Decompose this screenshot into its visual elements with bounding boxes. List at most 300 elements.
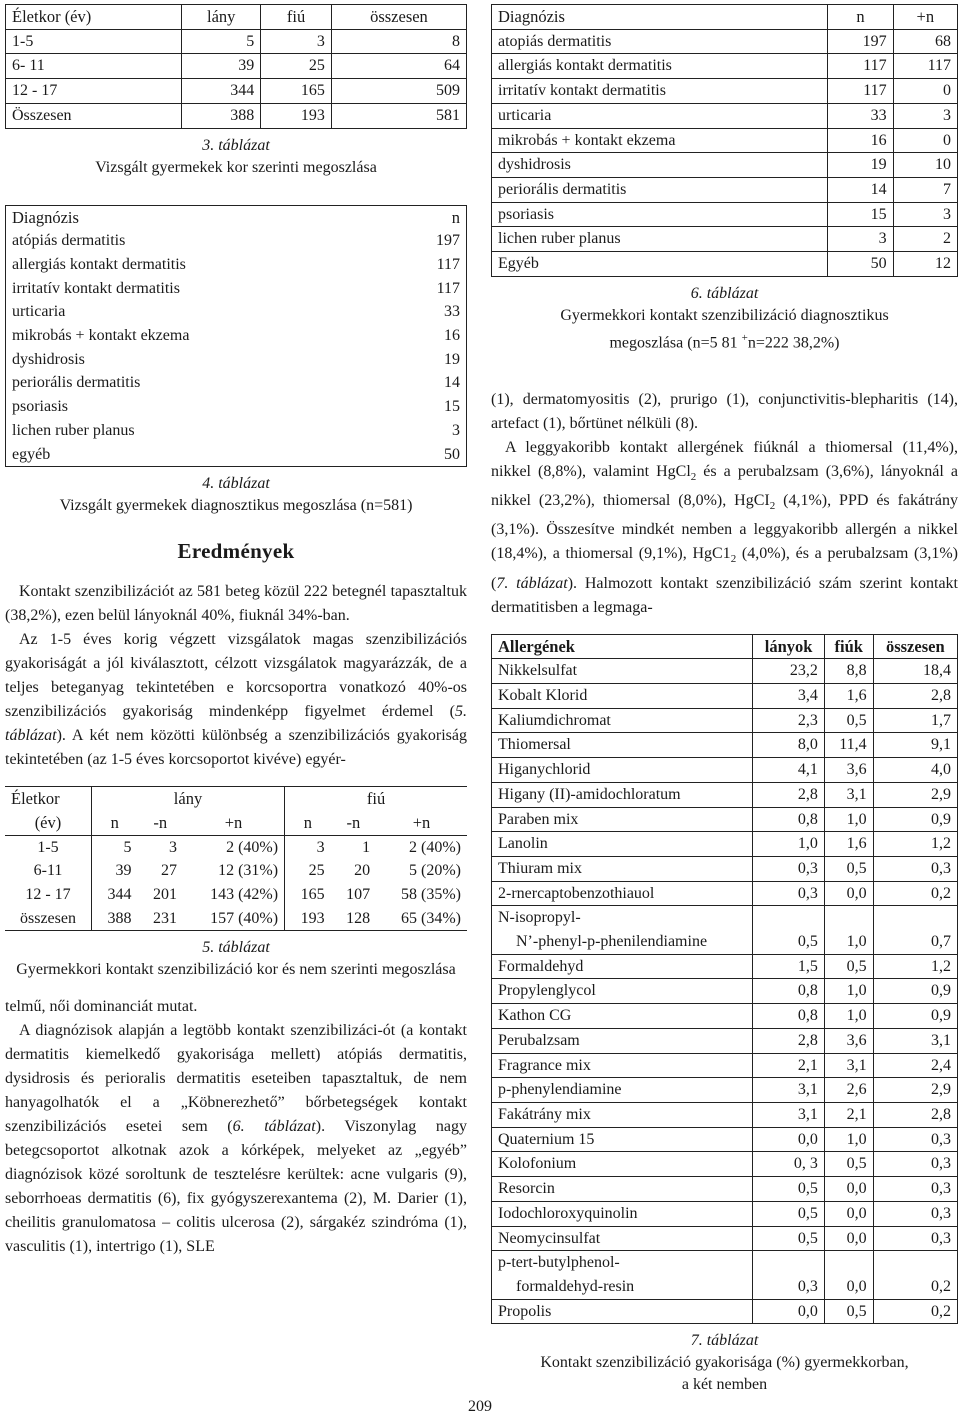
cell: 14 (828, 177, 893, 202)
value-cell: 0,9 (873, 807, 957, 832)
value-cell: 9,1 (873, 733, 957, 758)
cell: 1 (362, 838, 371, 856)
header-cell: +n (412, 812, 431, 832)
cell: 117 (436, 255, 460, 273)
table-row (492, 1226, 958, 1251)
table-row (492, 954, 958, 979)
caption-text: a két nemben (681, 1376, 768, 1394)
table-header-row (5, 811, 467, 835)
caption-label: 3. táblázat (202, 136, 270, 154)
cell: urticaria (492, 103, 828, 128)
header-cell: fiúk (824, 634, 873, 659)
cell: 2 (893, 227, 957, 252)
caption-label: 4. táblázat (202, 475, 270, 493)
cell: 25 (261, 54, 332, 79)
allergen-name: 2-rnercaptobenzothiauol (498, 884, 655, 902)
value-cell: 3,6 (824, 1028, 873, 1053)
header-cell: fiú (366, 789, 386, 809)
cell: 388 (107, 909, 132, 927)
table-row (6, 277, 467, 301)
text: A diagnózisok alapján a legtöbb kontakt szenzibilizáci-ót (a kontakt dermatitis kiemelkedő gyakorisága mellett) atópiás dermatitis, dysidrosis és perioralis dermatitis eseteiben tapasztaltuk, de nem hanyagolhatók el a „Köbnerezhető” bőrbetegségek kontakt szenzibilizációs esetei sem ( (5, 1022, 467, 1136)
allergen-name: Neomycinsulfat (498, 1229, 601, 1247)
table-row (492, 29, 958, 54)
cell: 12 (31%) (183, 859, 285, 883)
value-cell: 0,9 (873, 1004, 957, 1029)
allergen-name: p-tert-butylphenol- (498, 1254, 620, 1272)
allergen-name: Fakátrány mix (498, 1105, 591, 1123)
table-row (6, 371, 467, 395)
value-cell: 0,2 (873, 881, 957, 906)
allergen-name-cell (492, 906, 753, 954)
paragraph: Kontakt szenzibilizációt az 581 beteg közül 222 betegnél tapasztaltuk (38,2%), ezen belül lányoknál 40%, fiuknál 34%-ban. (5, 583, 467, 625)
table-row (492, 1152, 958, 1177)
table-row (492, 227, 958, 252)
table-row (6, 419, 467, 443)
value-cell: 0,3 (873, 1177, 957, 1202)
cell: 193 (261, 103, 332, 128)
cell: 5 (20%) (409, 862, 461, 880)
cell: 3 (893, 202, 957, 227)
allergen-name: Propolis (498, 1302, 552, 1320)
value-cell: 0,8 (753, 1004, 824, 1029)
cell: 2 (40%) (409, 838, 461, 856)
value-cell: 23,2 (753, 659, 824, 684)
cell: 3 (452, 421, 460, 439)
value-cell: 1,2 (873, 832, 957, 857)
value-cell: 0,0 (824, 1201, 873, 1226)
header-cell: n (451, 207, 460, 227)
table-row (492, 1251, 958, 1299)
allergen-name-cell (492, 1078, 753, 1103)
value-cell: 8,0 (753, 733, 824, 758)
value-cell: 2,4 (873, 1053, 957, 1078)
cell: 0 (893, 79, 957, 104)
value-cell: 3,1 (753, 1078, 824, 1103)
allergen-name: Formaldehyd (498, 957, 584, 975)
value-cell: 2,8 (873, 1102, 957, 1127)
cell: 388 (182, 103, 261, 128)
value-cell: 0,5 (753, 1177, 824, 1202)
paragraph (491, 436, 958, 620)
table-row (492, 1299, 958, 1324)
header-cell: összesen (331, 5, 466, 30)
table-row (6, 29, 467, 54)
cell: 3 (168, 838, 177, 856)
cell: 3 (316, 838, 325, 856)
allergen-name: Thiomersal (498, 736, 571, 754)
allergen-name-cell (492, 954, 753, 979)
value-cell: 1,0 (824, 1004, 873, 1029)
value-cell: 2,1 (753, 1053, 824, 1078)
allergen-name-cell (492, 708, 753, 733)
table-3-caption (5, 135, 467, 179)
cell: 5 (123, 838, 132, 856)
value-cell: 1,0 (753, 832, 824, 857)
value-cell: 2,8 (873, 684, 957, 709)
table-row (492, 202, 958, 227)
allergen-name-cell (492, 832, 753, 857)
text: Az 1-5 éves korig végzett vizsgálatok magas szenzibilizációs gyakoriságát a jól kiválasztott, célzott vizsgálatok magyarázzák, de a teljes beteganyag tekintetében e korcsoportra vonatkozó 40%-os szenzibilizációs gyakoriság mindenképp figyelmet érdemel ( (5, 631, 467, 721)
cell: Egyéb (492, 252, 828, 277)
caption-text: Vizsgált gyermekek diagnosztikus megoszlása (n=581) (59, 497, 413, 515)
cell: 2 (40%) (183, 835, 285, 859)
allergen-name-cell (492, 1004, 753, 1029)
text: megoszlása (n=5 81 (609, 334, 738, 352)
cell: 3 (261, 29, 332, 54)
value-cell: 1,2 (873, 954, 957, 979)
caption-label: 5. táblázat (202, 939, 270, 957)
allergen-name-cell (492, 1053, 753, 1078)
cell: 12 (893, 252, 957, 277)
allergen-name: Resorcin (498, 1180, 555, 1198)
value-cell: 0,5 (824, 954, 873, 979)
header-cell: -n (153, 812, 168, 832)
cell: 20 (354, 862, 371, 880)
cell: 15 (828, 202, 893, 227)
allergen-name-cell (492, 1127, 753, 1152)
allergen-name-cell (492, 733, 753, 758)
table-row (5, 907, 467, 931)
value-cell: 0,3 (753, 881, 824, 906)
value-cell: 3,6 (824, 758, 873, 783)
cell: 8 (331, 29, 466, 54)
text: n=222 38,2%) (747, 334, 840, 352)
value-cell: 0,3 (873, 1226, 957, 1251)
table-row (492, 782, 958, 807)
table-header-row (6, 205, 467, 229)
cell: 344 (107, 886, 132, 904)
table-row (492, 1078, 958, 1103)
value-cell: 0,2 (873, 1251, 957, 1299)
paragraph: (1), dermatomyositis (2), prurigo (1), conjunctivitis-blepharitis (14), artefact (1), bőrtünet nélküli (8). (491, 391, 958, 433)
allergen-name: Higanychlorid (498, 761, 591, 779)
cell: allergiás kontakt dermatitis (492, 54, 828, 79)
cell: 10 (893, 153, 957, 178)
value-cell: 2,1 (824, 1102, 873, 1127)
value-cell: 3,4 (753, 684, 824, 709)
table-row (5, 835, 467, 859)
cell: atopiás dermatitis (492, 29, 828, 54)
table-row (492, 1004, 958, 1029)
table-row (6, 253, 467, 277)
value-cell: 0,9 (873, 979, 957, 1004)
value-cell: 1,0 (824, 807, 873, 832)
value-cell: 4,0 (873, 758, 957, 783)
cell: 157 (40%) (183, 907, 285, 931)
paragraph: telmű, női dominanciát mutat. (5, 998, 198, 1016)
value-cell: 2,8 (753, 1028, 824, 1053)
table-row (492, 708, 958, 733)
header-cell: -n (346, 812, 361, 832)
text: A leggyakoribb kontakt allergének fiúknál a thiomersal (11,4%), nikkel (8,8%), valamint HgCl (491, 439, 958, 481)
cell: 33 (444, 303, 460, 321)
text: ). A két nem közötti különbség a szenzibilizációs gyakoriság tekintetében (az 1-5 éves korcsoportot kivéve) egyér- (5, 727, 467, 769)
value-cell: 1,7 (873, 708, 957, 733)
section-heading: Eredmények (177, 539, 295, 564)
value-cell: 0,3 (873, 856, 957, 881)
cell: 344 (182, 79, 261, 104)
cell: 165 (261, 79, 332, 104)
value-cell: 0,5 (753, 1201, 824, 1226)
header-cell: Diagnózis (492, 5, 828, 30)
table-row (492, 1177, 958, 1202)
table-row (492, 1028, 958, 1053)
value-cell: 0,0 (824, 1177, 873, 1202)
caption-text (491, 327, 958, 354)
table-row (6, 79, 467, 104)
value-cell: 11,4 (824, 733, 873, 758)
value-cell: 0,5 (753, 1226, 824, 1251)
value-cell: 0,3 (873, 1127, 957, 1152)
cell: 39 (115, 862, 132, 880)
allergen-name: Higany (II)-amidochloratum (498, 785, 681, 803)
value-cell: 4,1 (753, 758, 824, 783)
cell: 6- 11 (6, 54, 182, 79)
cell: 1-5 (5, 835, 91, 859)
value-cell: 1,0 (824, 1127, 873, 1152)
table-row (492, 1102, 958, 1127)
allergen-name: Kolofonium (498, 1155, 577, 1173)
cell: 12 - 17 (5, 883, 91, 907)
cell: 50 (828, 252, 893, 277)
subscript: 2 (730, 553, 737, 566)
cell: periorális dermatitis (492, 177, 828, 202)
table-row (6, 324, 467, 348)
allergen-name: Thiuram mix (498, 859, 582, 877)
allergen-name: p-phenylendiamine (498, 1081, 622, 1099)
cell: 117 (436, 279, 460, 297)
allergen-name: Lanolin (498, 835, 548, 853)
allergen-name-cell (492, 856, 753, 881)
table-6 (491, 4, 958, 277)
table-row (6, 443, 467, 467)
table-row (492, 733, 958, 758)
header-cell: n (110, 812, 119, 832)
caption-text: Gyermekkori kontakt szenzibilizáció kor és nem szerinti megoszlása (16, 961, 456, 979)
allergen-name-cell (492, 881, 753, 906)
cell: 197 (436, 232, 460, 250)
text: ). Viszonylag nagy betegcsoportot alkotnak azok a kórképek, melyeket az „egyéb” diagnózisok közé soroltunk de tesztelésre kerültek: acne vulgaris (9), seborrhoeas dermatitis (6), fix gyógyszerexantema (2), M. Darier (1), cheilitis granulomatosa – colitis ulcerosa (2), sárgakéz szindróma (1), vasculitis (1), intertrigo (1), SLE (5, 1118, 467, 1256)
value-cell: 0,0 (753, 1127, 824, 1152)
superscript: + (741, 331, 748, 344)
allergen-name: Nikkelsulfat (498, 662, 578, 680)
cell: irritatív kontakt dermatitis (12, 279, 180, 297)
allergen-name: N-isopropyl- (498, 909, 581, 927)
allergen-name-cell (492, 1201, 753, 1226)
table-row (492, 758, 958, 783)
cell: irritatív kontakt dermatitis (492, 79, 828, 104)
cell: 581 (331, 103, 466, 128)
header-cell: Allergének (492, 634, 753, 659)
right-column (491, 4, 958, 1396)
value-cell: 2,8 (753, 782, 824, 807)
header-cell: (év) (5, 811, 91, 835)
cell: 3 (828, 227, 893, 252)
cell: 3 (893, 103, 957, 128)
header-cell: Életkor (5, 787, 91, 811)
table-row (492, 684, 958, 709)
cell: 143 (42%) (183, 883, 285, 907)
value-cell: 18,4 (873, 659, 957, 684)
table-4 (5, 205, 467, 468)
header-cell: fiú (261, 5, 332, 30)
cell: Összesen (6, 103, 182, 128)
header-cell: Diagnózis (12, 207, 79, 227)
value-cell: 0, 3 (753, 1152, 824, 1177)
cell: 64 (331, 54, 466, 79)
header-cell: összesen (873, 634, 957, 659)
table-row (6, 348, 467, 372)
table-row (492, 1127, 958, 1152)
value-cell: 0,5 (824, 1152, 873, 1177)
table-row (5, 883, 467, 907)
header-cell: +n (183, 811, 285, 835)
cell: egyéb (12, 445, 51, 463)
table-5-caption (5, 937, 467, 981)
value-cell: 1,5 (753, 954, 824, 979)
text: ). Halmozott kontakt szenzibilizáció szám szerint kontakt dermatitisben a legmaga- (491, 574, 959, 616)
text: (4,0%), és a perubalzsam (3,1%) ( (491, 545, 958, 592)
cell: 7 (893, 177, 957, 202)
table-7-caption (491, 1330, 958, 1396)
allergen-name: Propylenglycol (498, 982, 596, 1000)
value-cell: 1,6 (824, 832, 873, 857)
value-cell: 1,0 (824, 906, 873, 954)
value-cell: 0,5 (824, 856, 873, 881)
header-cell: Életkor (év) (6, 5, 182, 30)
value-cell: 0,5 (753, 906, 824, 954)
cell: 117 (893, 54, 957, 79)
cell: 16 (828, 128, 893, 153)
table-row (492, 807, 958, 832)
table-row (492, 54, 958, 79)
table-row (492, 128, 958, 153)
table-reference: 7. táblázat (496, 574, 568, 592)
cell: 58 (35%) (401, 886, 461, 904)
allergen-name: Iodochloroxyquinolin (498, 1204, 638, 1222)
cell: 16 (444, 327, 460, 345)
header-cell: lány (182, 5, 261, 30)
header-cell: +n (893, 5, 957, 30)
value-cell: 0,0 (753, 1299, 824, 1324)
allergen-name-continuation: formaldehyd-resin (516, 1277, 635, 1295)
cell: 201 (152, 886, 177, 904)
allergen-name: Kaliumdichromat (498, 711, 611, 729)
allergen-name-cell (492, 1177, 753, 1202)
allergen-name-cell (492, 807, 753, 832)
caption-text: Vizsgált gyermekek kor szerinti megoszlása (95, 158, 377, 176)
value-cell: 3,1 (873, 1028, 957, 1053)
allergen-name: Kobalt Klorid (498, 687, 588, 705)
allergen-name-cell (492, 1102, 753, 1127)
table-row (492, 79, 958, 104)
table-row (492, 659, 958, 684)
paragraph (5, 628, 467, 772)
cell: 165 (300, 886, 325, 904)
cell: 19 (828, 153, 893, 178)
table-4-caption (5, 473, 467, 517)
value-cell: 0,0 (824, 1226, 873, 1251)
table-header-row (492, 634, 958, 659)
cell: 19 (444, 350, 460, 368)
text: és a perubalzsam (3,6%), lányoknál a nikkel (23,2%), thiomersal (8,0%), HgCI (491, 463, 958, 510)
cell: mikrobás + kontakt ekzema (12, 327, 190, 345)
table-reference: 5. táblázat (5, 703, 467, 745)
cell: dyshidrosis (12, 350, 85, 368)
table-row (492, 153, 958, 178)
cell: 50 (444, 445, 460, 463)
cell: 509 (331, 79, 466, 104)
value-cell: 0,5 (824, 708, 873, 733)
table-7-body (492, 634, 958, 1324)
value-cell: 0,2 (873, 1299, 957, 1324)
cell: allergiás kontakt dermatitis (12, 255, 186, 273)
value-cell: 1,6 (824, 684, 873, 709)
table-7 (491, 634, 958, 1325)
table-row (492, 832, 958, 857)
header-cell: n (303, 812, 312, 832)
allergen-name-cell (492, 782, 753, 807)
allergen-name-cell (492, 1152, 753, 1177)
allergen-name: Perubalzsam (498, 1031, 580, 1049)
table-row (492, 1053, 958, 1078)
cell: psoriasis (492, 202, 828, 227)
allergen-name-cell (492, 979, 753, 1004)
header-cell: lányok (753, 634, 824, 659)
cell: 107 (346, 886, 371, 904)
cell: 117 (828, 79, 893, 104)
cell: lichen ruber planus (492, 227, 828, 252)
allergen-name: Fragrance mix (498, 1056, 591, 1074)
left-column (5, 4, 467, 1259)
allergen-name: Kathon CG (498, 1007, 572, 1025)
table-header-row (6, 5, 467, 30)
value-cell: 2,9 (873, 782, 957, 807)
value-cell: 0,0 (824, 1251, 873, 1299)
allergen-name: Paraben mix (498, 810, 579, 828)
value-cell: 0,8 (753, 807, 824, 832)
table-row (492, 979, 958, 1004)
cell: 39 (182, 54, 261, 79)
table-row (6, 300, 467, 324)
cell: urticaria (12, 303, 66, 321)
cell: atópiás dermatitis (12, 232, 126, 250)
allergen-name-cell (492, 1251, 753, 1299)
cell: összesen (5, 907, 91, 931)
table-row (492, 252, 958, 277)
text: (4,1%), PPD és fakátrány (3,1%). Összesítve mindkét nemben a leggyakoribb allergén a nikkel (18,4%), a thiomersal (9,1%), HgC1 (491, 492, 958, 563)
value-cell: 0,8 (753, 979, 824, 1004)
table-row (492, 177, 958, 202)
subscript: 2 (769, 500, 776, 513)
allergen-name-cell (492, 758, 753, 783)
subscript: 2 (690, 471, 697, 484)
cell: psoriasis (12, 398, 68, 416)
cell: 128 (346, 909, 371, 927)
caption-text: Gyermekkori kontakt szenzibilizáció diagnosztikus (560, 306, 889, 324)
caption-label: 6. táblázat (690, 284, 759, 302)
cell: periorális dermatitis (12, 374, 141, 392)
table-row (492, 103, 958, 128)
table-reference: 6. táblázat (232, 1118, 316, 1136)
value-cell: 2,6 (824, 1078, 873, 1103)
allergen-name-cell (492, 1226, 753, 1251)
cell: 5 (182, 29, 261, 54)
cell: 0 (893, 128, 957, 153)
cell: 33 (828, 103, 893, 128)
cell: 117 (828, 54, 893, 79)
value-cell: 2,3 (753, 708, 824, 733)
